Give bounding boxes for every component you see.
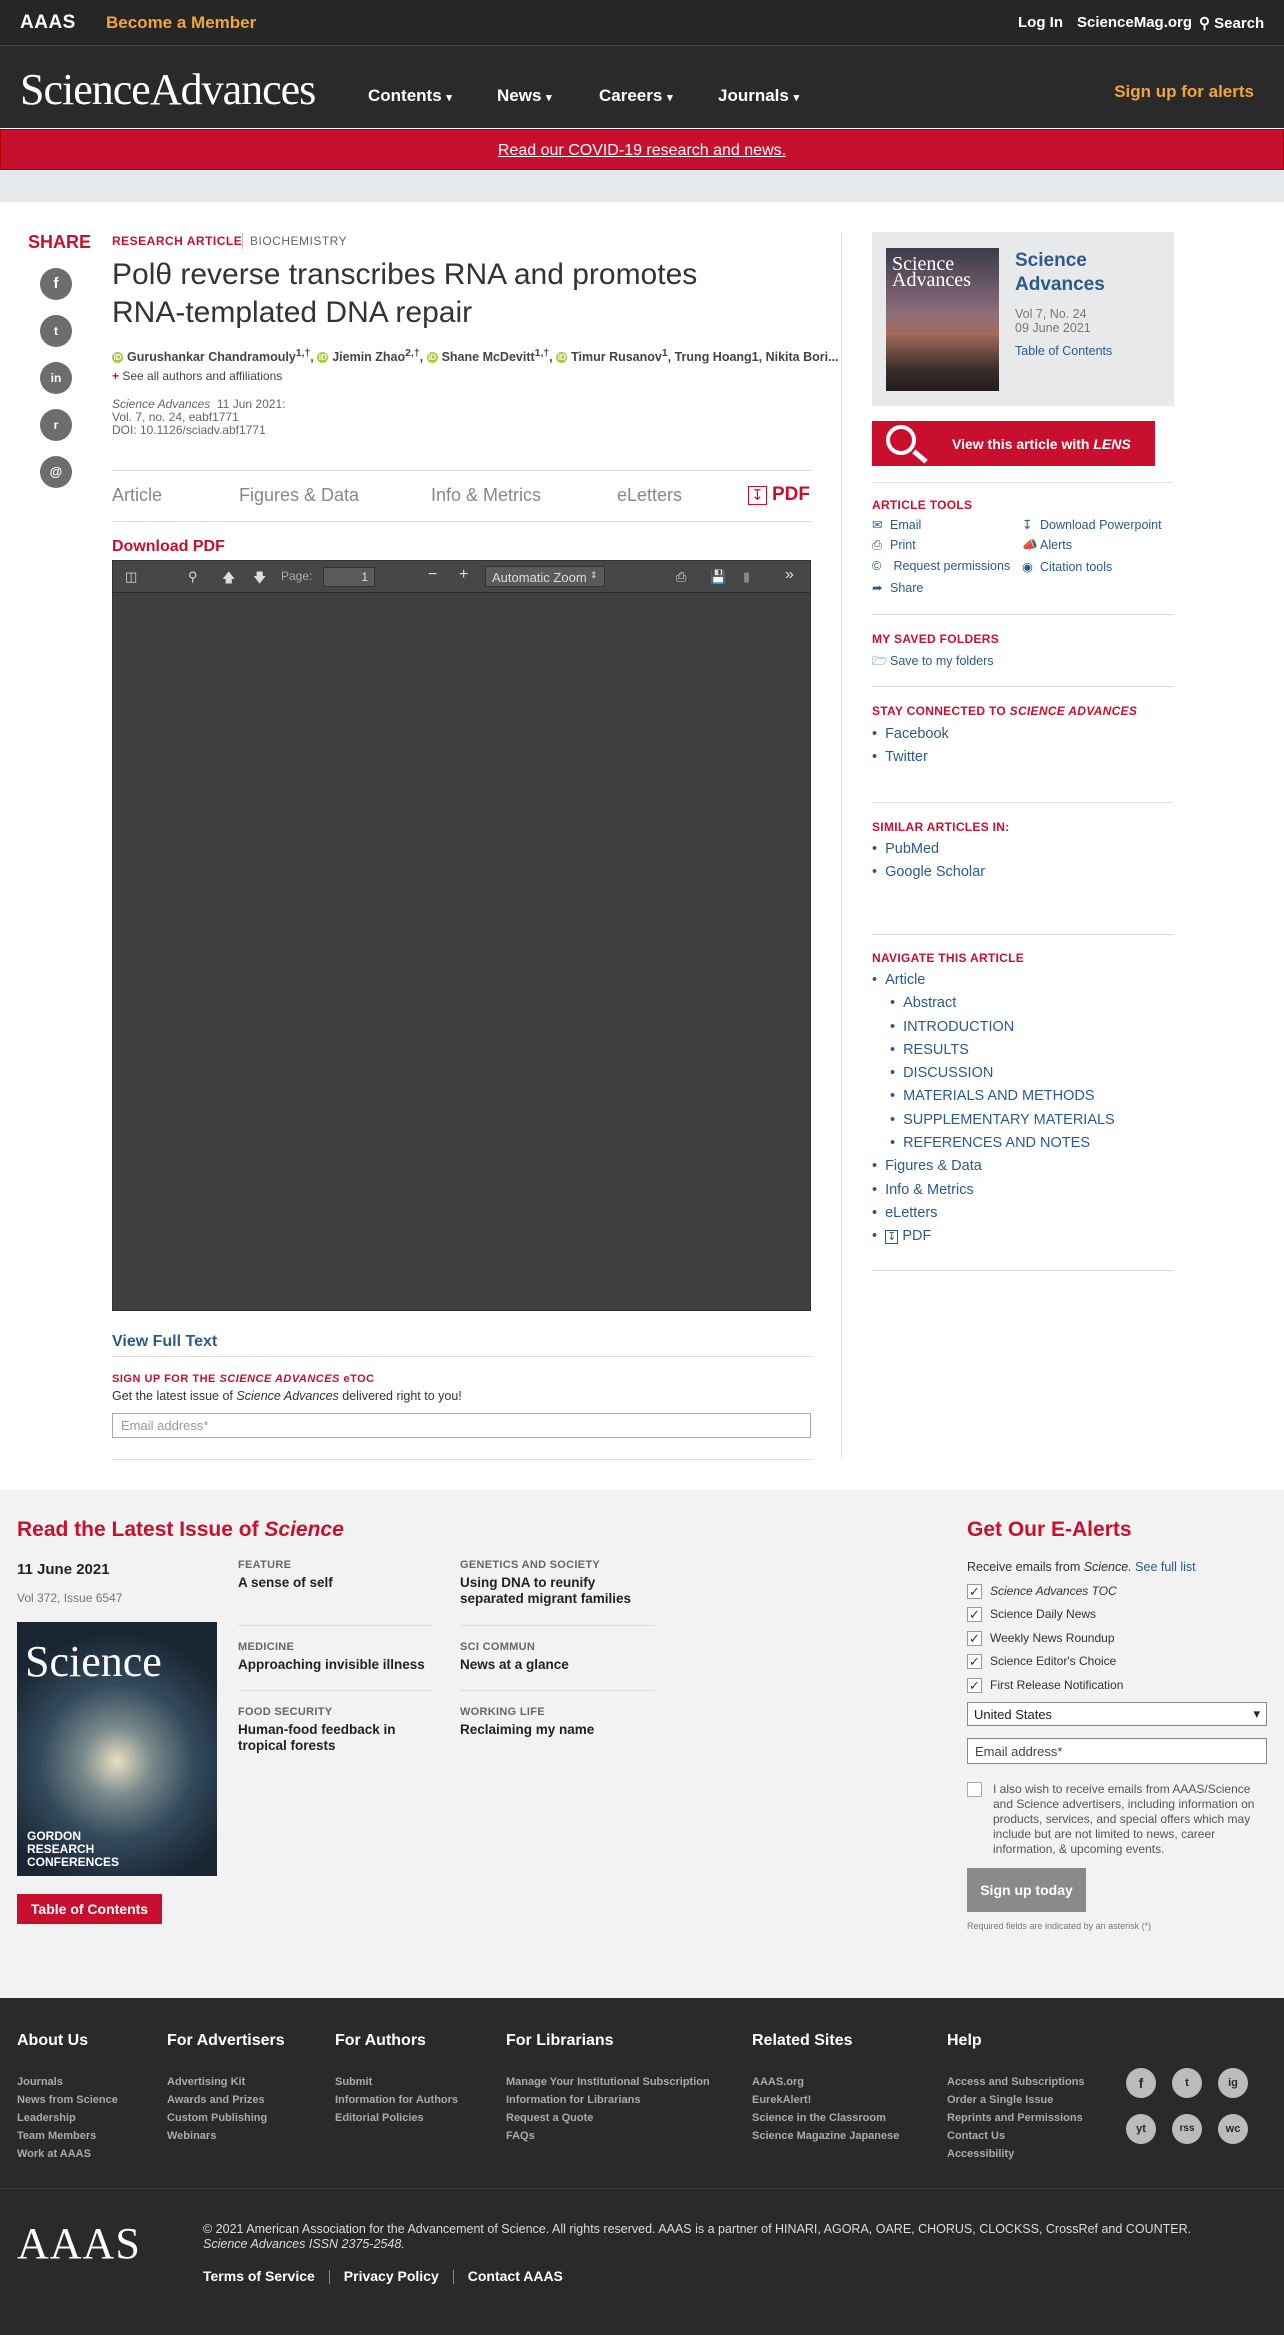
copyright-text bbox=[203, 2222, 1203, 2252]
table-of-contents-link[interactable]: Table of Contents bbox=[1015, 344, 1113, 358]
nav-pdf[interactable] bbox=[885, 1228, 931, 1244]
caret-down-icon: ▾ bbox=[793, 92, 800, 104]
author-affil: 2,† bbox=[405, 348, 420, 359]
feature-title[interactable]: Using DNA to reunify separated migrant families bbox=[460, 1575, 632, 1606]
stay-connected-list bbox=[872, 723, 949, 770]
tab-info-metrics[interactable]: Info & Metrics bbox=[431, 485, 542, 505]
journal-title-link[interactable]: Science Advances bbox=[1015, 250, 1105, 295]
list-item[interactable] bbox=[872, 861, 985, 884]
footer-link[interactable]: Information for Authors bbox=[335, 2094, 459, 2106]
nav-eletters[interactable]: eLetters bbox=[885, 1204, 938, 1221]
nav-pdf-label: PDF bbox=[902, 1228, 932, 1245]
alert-option-label: Science Daily News bbox=[990, 1607, 1097, 1621]
rss-icon[interactable]: rss bbox=[1172, 2114, 1202, 2144]
caret-down-icon: ▾ bbox=[446, 92, 452, 104]
footer-link[interactable]: Webinars bbox=[167, 2130, 217, 2142]
nav-careers[interactable] bbox=[599, 86, 673, 106]
nav-methods[interactable]: MATERIALS AND METHODS bbox=[903, 1088, 1095, 1105]
article-tools-heading: ARTICLE TOOLS bbox=[872, 498, 973, 512]
science-advances-logo[interactable]: ScienceAdvances bbox=[20, 65, 316, 114]
author-link[interactable]: Jiemin Zhao bbox=[332, 350, 406, 365]
nav-news[interactable] bbox=[497, 86, 552, 106]
tool-label: Email bbox=[890, 518, 922, 532]
feature-category: GENETICS AND SOCIETY bbox=[460, 1559, 601, 1571]
page-number-input[interactable]: 1 bbox=[323, 567, 375, 587]
footer-heading: For Authors bbox=[335, 2032, 426, 2049]
stay-head-b: SCIENCE ADVANCES bbox=[1009, 704, 1138, 718]
share-tool[interactable] bbox=[872, 580, 923, 595]
save-folder-link[interactable] bbox=[872, 652, 994, 673]
footer-link[interactable]: Manage Your Institutional Subscription bbox=[506, 2076, 710, 2088]
footer-link[interactable]: Contact Us bbox=[947, 2130, 1006, 2142]
article-title: Polθ reverse transcribes RNA and promotes RNA-templated DNA repair bbox=[112, 258, 698, 329]
globe-icon: ◉ bbox=[1022, 560, 1033, 574]
checkmark-icon[interactable]: ✓ bbox=[967, 1607, 982, 1622]
nav-subitem[interactable] bbox=[872, 992, 1115, 1015]
feature-title[interactable]: News at a glance bbox=[460, 1657, 569, 1672]
footer-heading: For Librarians bbox=[506, 2032, 614, 2049]
printer-icon: ⎙ bbox=[872, 538, 883, 552]
footer-link[interactable]: Team Members bbox=[17, 2130, 97, 2142]
nav-label: News bbox=[497, 86, 542, 105]
feature-item[interactable] bbox=[238, 1706, 438, 1754]
list-item[interactable] bbox=[872, 723, 949, 746]
pdf-toolbar bbox=[113, 561, 810, 593]
footer-link[interactable]: FAQs bbox=[506, 2130, 535, 2142]
tab-figures[interactable]: Figures & Data bbox=[239, 485, 360, 505]
saved-folders-heading: MY SAVED FOLDERS bbox=[872, 632, 1000, 646]
divider bbox=[872, 802, 1173, 803]
divider bbox=[872, 1270, 1173, 1271]
journal-cover-image[interactable] bbox=[886, 248, 999, 391]
tool-label: Alerts bbox=[1040, 538, 1072, 552]
receive-text: Receive emails from bbox=[967, 1560, 1081, 1574]
divider bbox=[872, 686, 1173, 687]
site-header bbox=[0, 45, 1284, 128]
alert-checkbox[interactable] bbox=[967, 1584, 1117, 1599]
facebook-icon[interactable]: f bbox=[1126, 2068, 1156, 2098]
search-label: Search bbox=[1214, 15, 1265, 32]
etoc-text bbox=[112, 1389, 462, 1403]
lens-button[interactable] bbox=[872, 421, 1155, 466]
tools-icon[interactable]: » bbox=[785, 566, 794, 583]
nav-contents[interactable] bbox=[368, 86, 452, 106]
country-select[interactable]: United States ▾ bbox=[967, 1702, 1267, 1726]
lens-label-text: View this article with bbox=[952, 436, 1090, 452]
pdf-icon: ↧ bbox=[887, 1231, 897, 1244]
author-list: iD Gurushankar Chandramouly$^{1,\dagger}$, iD Jiemin Zhao$^{2,\dagger}$, iD Shane McDevitt$^{1,\dagger}$, iD Timur Rusanov$^1$, Trung Hoang1, Nikita Bori... bbox=[113, 348, 839, 365]
copyright-line: © 2021 American Association for the Advancement of Science. All rights reserved. AAAS is a partner of HINARI, AGORA, OARE, CHORUS, CLOCKSS, CrossRef and COUNTER. bbox=[203, 2222, 1192, 2236]
alert-checkbox[interactable] bbox=[967, 1631, 1115, 1646]
zoom-out-icon[interactable]: − bbox=[428, 566, 438, 583]
feature-category: MEDICINE bbox=[238, 1641, 295, 1653]
link-separator bbox=[453, 2270, 454, 2284]
author-affil: 1,† bbox=[295, 348, 311, 359]
cite-doi: DOI: 10.1126/sciadv.abf1771 bbox=[112, 423, 266, 437]
alert-checkbox[interactable] bbox=[967, 1678, 1123, 1693]
kicker-divider bbox=[242, 233, 243, 249]
zoom-value: Automatic Zoom bbox=[492, 570, 587, 585]
latest-head-a: Read the Latest Issue of bbox=[17, 1518, 259, 1541]
lens-label-brand: LENS bbox=[1093, 436, 1131, 452]
nav-label: Journals bbox=[718, 86, 789, 105]
tool-label: Share bbox=[890, 581, 924, 595]
footer-link[interactable]: Science in the Classroom bbox=[752, 2112, 886, 2124]
twitter-share-icon[interactable]: t bbox=[40, 315, 72, 347]
footer-heading: For Advertisers bbox=[167, 2032, 285, 2049]
feature-item[interactable] bbox=[460, 1559, 660, 1607]
select-caret-icon: ⇕ bbox=[590, 570, 598, 580]
receive-journal: Science. bbox=[1083, 1560, 1132, 1574]
print-tool[interactable] bbox=[872, 538, 916, 553]
become-member-link[interactable]: Become a Member bbox=[106, 13, 257, 32]
list-item[interactable] bbox=[872, 838, 985, 861]
journal-date: 09 June 2021 bbox=[1015, 321, 1091, 335]
divider bbox=[872, 934, 1173, 935]
ealerts-email-input[interactable]: Email address* bbox=[967, 1738, 1267, 1764]
etoc-email-input[interactable]: Email address* bbox=[112, 1413, 811, 1438]
footer-col-about bbox=[17, 2032, 118, 2163]
nav-article[interactable]: Article bbox=[885, 972, 926, 988]
contact-link[interactable]: Contact AAAS bbox=[467, 2268, 563, 2284]
navigate-list bbox=[872, 969, 1115, 1250]
footer-col-advertisers bbox=[167, 2032, 285, 2145]
ealerts-receive bbox=[967, 1560, 1196, 1574]
journal-cover-card bbox=[872, 232, 1174, 406]
author-link[interactable]: Gurushankar Chandramouly bbox=[127, 350, 296, 365]
tool-label: Request permissions bbox=[893, 559, 1011, 573]
alert-checkbox[interactable] bbox=[967, 1607, 1096, 1622]
nav-item[interactable] bbox=[872, 1179, 1115, 1202]
permissions-tool[interactable] bbox=[872, 559, 1010, 573]
download-icon: ↧ bbox=[1022, 518, 1033, 532]
nav-label: Careers bbox=[599, 86, 663, 105]
footer-link[interactable]: Advertising Kit bbox=[167, 2076, 246, 2088]
list-item[interactable] bbox=[872, 746, 949, 769]
linkedin-share-icon[interactable]: in bbox=[40, 362, 72, 394]
footer-link[interactable]: Editorial Policies bbox=[335, 2112, 424, 2124]
find-icon[interactable]: ⚲ bbox=[188, 569, 198, 584]
orcid-icon[interactable]: iD bbox=[428, 353, 437, 363]
signup-button[interactable]: Sign up today bbox=[967, 1868, 1086, 1912]
caret-down-icon: ▾ bbox=[667, 92, 673, 104]
tab-eletters[interactable]: eLetters bbox=[617, 485, 683, 505]
bookmark-icon[interactable]: ▮ bbox=[743, 569, 751, 584]
aaas-footer-logo[interactable]: AAAS bbox=[17, 2219, 141, 2268]
cover-masthead: Science bbox=[25, 1637, 162, 1686]
alerts-tool[interactable] bbox=[1022, 538, 1072, 553]
required-note: Required fields are indicated by an asterisk (*) bbox=[967, 1921, 1152, 1931]
checkmark-icon[interactable]: ✓ bbox=[967, 1584, 982, 1599]
etoc-heading bbox=[112, 1373, 375, 1385]
magnifier-icon bbox=[886, 425, 916, 455]
etoc-journal: SCIENCE ADVANCES bbox=[219, 1373, 340, 1385]
column-separator bbox=[841, 232, 842, 1460]
twitter-link[interactable]: Twitter bbox=[885, 749, 928, 766]
footer-link[interactable]: Submit bbox=[335, 2076, 373, 2088]
megaphone-icon: 📣 bbox=[1022, 538, 1038, 552]
tool-label: Print bbox=[890, 538, 916, 552]
feature-category: SCI COMMUN bbox=[460, 1641, 536, 1653]
covid-link[interactable]: Read our COVID-19 research and news. bbox=[497, 142, 787, 159]
nav-subitem[interactable] bbox=[872, 1062, 1115, 1085]
share-arrow-icon: ➦ bbox=[872, 581, 883, 595]
etoc-suffix: eTOC bbox=[343, 1373, 375, 1385]
feature-item[interactable] bbox=[460, 1641, 660, 1673]
orcid-icon[interactable]: iD bbox=[113, 353, 122, 363]
checkmark-icon[interactable]: ✓ bbox=[967, 1678, 982, 1693]
feature-title[interactable]: Reclaiming my name bbox=[460, 1722, 595, 1737]
feature-item[interactable] bbox=[238, 1641, 438, 1673]
footer-col-authors bbox=[335, 2032, 458, 2127]
consent-checkbox-row bbox=[967, 1782, 1267, 1857]
author-link[interactable]: Timur Rusanov bbox=[571, 350, 662, 365]
nav-label: Contents bbox=[368, 86, 442, 105]
feature-category: FEATURE bbox=[238, 1559, 292, 1571]
nav-figures[interactable]: Figures & Data bbox=[885, 1158, 982, 1175]
author-link[interactable]: Shane McDevitt bbox=[441, 350, 535, 365]
divider bbox=[112, 1459, 811, 1460]
table-of-contents-button[interactable]: Table of Contents bbox=[17, 1894, 162, 1924]
divider bbox=[238, 1690, 433, 1691]
pubmed-link[interactable]: PubMed bbox=[885, 841, 940, 857]
top-bar bbox=[0, 0, 1284, 45]
stay-connected-heading bbox=[872, 704, 1137, 718]
lens-label bbox=[952, 436, 1131, 452]
email-tool[interactable] bbox=[872, 517, 921, 532]
nav-results[interactable]: RESULTS bbox=[903, 1041, 969, 1058]
download-pdf-link[interactable]: Download PDF bbox=[112, 538, 225, 555]
folder-icon: 🗁 bbox=[872, 654, 888, 668]
footer-heading: Related Sites bbox=[752, 2032, 853, 2049]
divider bbox=[238, 1625, 433, 1626]
email-share-icon[interactable]: @ bbox=[40, 456, 72, 488]
footer-link[interactable]: Awards and Prizes bbox=[167, 2094, 265, 2106]
footer-col-help bbox=[947, 2032, 1085, 2163]
citation-block bbox=[112, 398, 285, 437]
issn-line: Science Advances ISSN 2375-2548. bbox=[203, 2237, 405, 2251]
tab-pdf[interactable] bbox=[748, 484, 810, 506]
footer-link[interactable]: Leadership bbox=[17, 2112, 76, 2124]
etoc-text-journal: Science Advances bbox=[236, 1389, 339, 1403]
author-affil: 1 bbox=[661, 348, 668, 359]
footer-link[interactable]: News from Science bbox=[17, 2094, 118, 2106]
footer-link[interactable]: Request a Quote bbox=[506, 2112, 594, 2124]
search-button[interactable] bbox=[1199, 14, 1264, 32]
footer-divider bbox=[0, 2188, 1284, 2189]
divider bbox=[872, 482, 1173, 483]
cover-headline: GORDON RESEARCH CONFERENCES bbox=[27, 1829, 120, 1869]
footer-heading: Help bbox=[947, 2032, 982, 2049]
nav-abstract[interactable]: Abstract bbox=[903, 995, 957, 1012]
facebook-share-icon[interactable]: f bbox=[40, 268, 72, 300]
pdf-icon: ↧ bbox=[748, 486, 767, 505]
divider bbox=[460, 1690, 655, 1691]
wechat-icon[interactable]: wc bbox=[1218, 2114, 1248, 2144]
nav-journals[interactable] bbox=[718, 86, 799, 106]
nav-subitem[interactable] bbox=[872, 1016, 1115, 1039]
feature-title[interactable]: Human-food feedback in tropical forests bbox=[238, 1722, 396, 1753]
footer-link[interactable]: Science Magazine Japanese bbox=[752, 2130, 900, 2142]
nav-references[interactable]: REFERENCES AND NOTES bbox=[903, 1135, 1090, 1152]
author-affil: 1,† bbox=[534, 348, 550, 359]
footer-link[interactable]: Custom Publishing bbox=[167, 2112, 268, 2124]
nav-info-metrics[interactable]: Info & Metrics bbox=[885, 1181, 974, 1198]
youtube-icon[interactable]: yt bbox=[1126, 2114, 1156, 2144]
footer-link[interactable]: Information for Librarians bbox=[506, 2094, 641, 2106]
article-section: BIOCHEMISTRY bbox=[250, 234, 348, 248]
footer-link[interactable]: Access and Subscriptions bbox=[947, 2076, 1085, 2088]
footer-link[interactable]: Order a Single Issue bbox=[947, 2094, 1054, 2106]
pdf-viewer[interactable] bbox=[112, 560, 811, 1311]
save-folder-label: Save to my folders bbox=[890, 654, 994, 668]
view-full-text-link[interactable]: View Full Text bbox=[112, 1333, 218, 1350]
consent-checkbox[interactable] bbox=[967, 1782, 982, 1797]
privacy-link[interactable]: Privacy Policy bbox=[343, 2268, 439, 2284]
nav-subitem[interactable] bbox=[872, 1109, 1115, 1132]
envelope-icon: ✉ bbox=[872, 518, 883, 532]
alert-option-label: Weekly News Roundup bbox=[990, 1631, 1115, 1645]
stay-head-a: STAY CONNECTED TO bbox=[872, 704, 1007, 718]
share-title: SHARE bbox=[28, 232, 92, 252]
see-all-label: See all authors and affiliations bbox=[122, 369, 283, 383]
journal-issue-info bbox=[1015, 307, 1091, 335]
navigate-heading: NAVIGATE THIS ARTICLE bbox=[872, 951, 1025, 965]
tool-label: Citation tools bbox=[1040, 560, 1113, 574]
divider bbox=[872, 614, 1173, 615]
caret-down-icon: ▾ bbox=[546, 92, 552, 104]
issue-date: 11 June 2021 bbox=[17, 1561, 110, 1578]
print-icon[interactable]: ⎙ bbox=[676, 569, 687, 584]
similar-list bbox=[872, 838, 985, 885]
plus-icon: + bbox=[112, 369, 120, 383]
feature-category: WORKING LIFE bbox=[460, 1706, 545, 1718]
feature-title[interactable]: A sense of self bbox=[238, 1575, 333, 1590]
nav-subitem[interactable] bbox=[872, 1039, 1115, 1062]
similar-articles-heading: SIMILAR ARTICLES IN: bbox=[872, 820, 1010, 834]
cite-volume: Vol. 7, no. 24, eabf1771 bbox=[112, 410, 239, 424]
footer-heading: About Us bbox=[17, 2032, 89, 2049]
nav-discussion[interactable]: DISCUSSION bbox=[903, 1065, 994, 1082]
reddit-share-icon[interactable]: r bbox=[40, 409, 72, 441]
nav-item[interactable] bbox=[872, 1202, 1115, 1225]
see-all-authors[interactable] bbox=[112, 369, 282, 383]
divider bbox=[460, 1625, 655, 1626]
search-icon: ⚲ bbox=[1199, 15, 1210, 32]
copyright-icon: © bbox=[872, 559, 882, 573]
footer-link[interactable]: Accessibility bbox=[947, 2148, 1015, 2160]
latest-head-b: Science bbox=[264, 1518, 344, 1541]
alert-option-label: First Release Notification bbox=[990, 1678, 1124, 1692]
nav-item[interactable] bbox=[872, 969, 1115, 992]
cite-date: 11 Jun 2021: bbox=[216, 397, 286, 411]
instagram-icon[interactable]: ig bbox=[1218, 2068, 1248, 2098]
tabs-divider bbox=[112, 470, 812, 471]
sidebar-toggle-icon[interactable]: ◫ bbox=[125, 569, 138, 584]
feature-item[interactable] bbox=[238, 1559, 438, 1591]
download-icon[interactable]: 💾 bbox=[710, 569, 727, 584]
alert-checkbox[interactable] bbox=[967, 1654, 1116, 1669]
powerpoint-tool[interactable] bbox=[1022, 517, 1162, 532]
citation-tool[interactable] bbox=[1022, 559, 1112, 574]
facebook-link[interactable]: Facebook bbox=[885, 726, 949, 742]
nav-subitem[interactable] bbox=[872, 1085, 1115, 1108]
feature-category: FOOD SECURITY bbox=[238, 1706, 333, 1718]
footer-link[interactable]: EurekAlert! bbox=[752, 2094, 812, 2106]
article-type: RESEARCH ARTICLE bbox=[112, 234, 243, 248]
link-separator bbox=[329, 2270, 330, 2284]
footer-col-related bbox=[752, 2032, 899, 2145]
latest-issue-heading bbox=[17, 1518, 344, 1542]
checkmark-icon[interactable]: ✓ bbox=[967, 1631, 982, 1646]
feature-item[interactable] bbox=[460, 1706, 660, 1738]
tabs-divider-bottom bbox=[112, 521, 812, 522]
footer-link[interactable]: Work at AAAS bbox=[17, 2148, 91, 2160]
terms-link[interactable]: Terms of Service bbox=[203, 2268, 315, 2284]
tab-pdf-label: PDF bbox=[772, 484, 810, 505]
tab-article[interactable]: Article bbox=[112, 485, 163, 505]
gray-band bbox=[0, 171, 1284, 202]
alert-option-label: Science Editor's Choice bbox=[990, 1654, 1117, 1668]
covid-banner bbox=[0, 129, 1284, 170]
next-page-icon[interactable]: 🡇 bbox=[253, 570, 267, 585]
nav-subitem[interactable] bbox=[872, 1132, 1115, 1155]
footer-link[interactable]: Journals bbox=[17, 2076, 63, 2088]
nav-item[interactable] bbox=[872, 1225, 1115, 1249]
twitter-icon[interactable]: t bbox=[1172, 2068, 1202, 2098]
more-authors[interactable]: Trung Hoang1, Nikita Bori... bbox=[674, 350, 839, 365]
cite-journal: Science Advances bbox=[112, 397, 211, 411]
signup-alerts-link[interactable]: Sign up for alerts bbox=[1114, 82, 1254, 101]
footer-col-librarians bbox=[506, 2032, 710, 2145]
google-scholar-link[interactable]: Google Scholar bbox=[885, 864, 986, 881]
zoom-in-icon[interactable]: + bbox=[459, 566, 469, 583]
ealerts-heading: Get Our E-Alerts bbox=[967, 1518, 1132, 1541]
footer-link[interactable]: Reprints and Permissions bbox=[947, 2112, 1083, 2124]
footer-link[interactable]: AAAS.org bbox=[752, 2076, 804, 2088]
legal-links bbox=[203, 2268, 563, 2284]
aaas-logo[interactable]: AAAS bbox=[20, 12, 76, 33]
zoom-select[interactable] bbox=[485, 566, 605, 587]
etoc-text-b: delivered right to you! bbox=[342, 1389, 462, 1403]
nav-supplementary[interactable]: SUPPLEMENTARY MATERIALS bbox=[903, 1111, 1115, 1128]
prev-page-icon[interactable]: 🡅 bbox=[222, 570, 236, 585]
etoc-text-a: Get the latest issue of bbox=[112, 1389, 233, 1403]
tool-label: Download Powerpoint bbox=[1040, 518, 1162, 532]
page-label: Page: bbox=[281, 569, 313, 583]
etoc-prefix: SIGN UP FOR THE bbox=[112, 1373, 216, 1385]
alert-option-label: Science Advances TOC bbox=[990, 1584, 1117, 1598]
journal-vol: Vol 7, No. 24 bbox=[1015, 307, 1087, 321]
sciencemag-link[interactable]: ScienceMag.org bbox=[1077, 14, 1193, 31]
consent-text: I also wish to receive emails from AAAS/Science and Science advertisers, including information on products, services, and special offers which may include but are not limited to news, career information, & upcoming events. bbox=[993, 1782, 1255, 1856]
login-link[interactable]: Log In bbox=[1018, 14, 1063, 31]
divider bbox=[112, 1356, 811, 1357]
orcid-icon[interactable]: iD bbox=[557, 353, 566, 363]
nav-item[interactable] bbox=[872, 1155, 1115, 1178]
cover-masthead: Science Advances bbox=[892, 253, 971, 291]
orcid-icon[interactable]: iD bbox=[318, 353, 327, 363]
science-cover-image[interactable] bbox=[17, 1622, 217, 1876]
see-full-list-link[interactable]: See full list bbox=[1135, 1560, 1196, 1574]
feature-title[interactable]: Approaching invisible illness bbox=[238, 1657, 425, 1672]
issue-volume: Vol 372, Issue 6547 bbox=[17, 1591, 123, 1605]
nav-introduction[interactable]: INTRODUCTION bbox=[903, 1018, 1015, 1035]
checkmark-icon[interactable]: ✓ bbox=[967, 1654, 982, 1669]
